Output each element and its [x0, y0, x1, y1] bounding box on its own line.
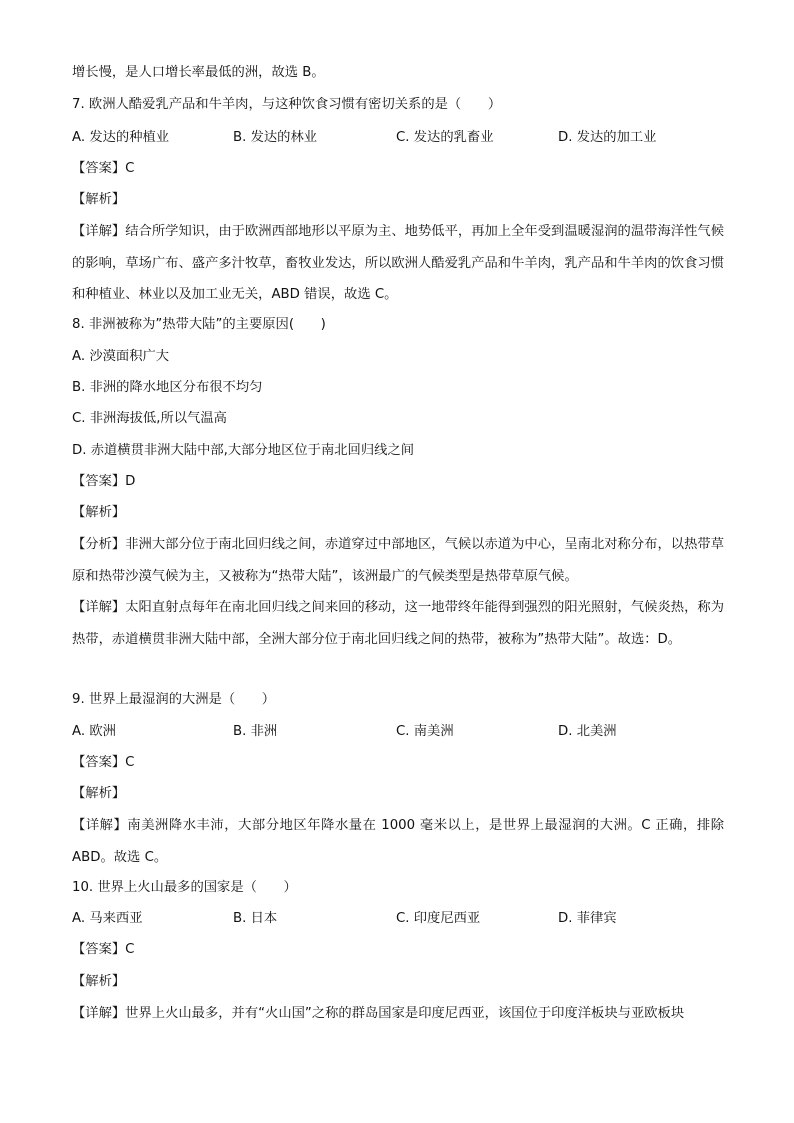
q8-option-a: A. 沙漠面积广大 [72, 349, 170, 364]
q9-stem: 9. 世界上最湿润的大洲是（ ） [72, 692, 276, 707]
q9-option-a: A. 欧洲 [72, 724, 116, 739]
q9-option-d: D. 北美洲 [558, 724, 617, 739]
q9-option-c: C. 南美洲 [396, 724, 454, 739]
q10-analysis-heading: 【解析】 [72, 974, 126, 989]
q9-analysis-heading: 【解析】 [72, 786, 126, 801]
q8-option-d: D. 赤道横贯非洲大陆中部,大部分地区位于南北回归线之间 [72, 443, 415, 458]
q10-options [72, 909, 724, 929]
q8-fenxi: 【分析】非洲大部分位于南北回归线之间，赤道穿过中部地区，气候以赤道为中心，呈南北对称分布，以热带草原和热带沙漠气候为主，又被称为“热带大陆”，该洲最广的气候类型是热带草原气候。 [72, 537, 724, 584]
q10-option-a: A. 马来西亚 [72, 911, 143, 926]
q8-option-c: C. 非洲海拔低,所以气温高 [72, 411, 227, 426]
q7-option-a: A. 发达的种植业 [72, 130, 170, 145]
q9-answer: 【答案】C [72, 755, 135, 770]
q9-options [72, 722, 724, 742]
q7-analysis-heading: 【解析】 [72, 192, 126, 207]
q7-option-d: D. 发达的加工业 [558, 130, 657, 145]
q8-detail: 【详解】太阳直射点每年在南北回归线之间来回的移动，这一地带终年能得到强烈的阳光照射，气候炎热，称为热带，赤道横贯非洲大陆中部，全洲大部分位于南北回归线之间的热带，被称为”热带大陆”。故选：D。 [72, 600, 724, 647]
q7-detail: 【详解】结合所学知识，由于欧洲西部地形以平原为主、地势低平，再加上全年受到温暖湿润的温带海洋性气候的影响，草场广布、盛产多汁牧草，畜牧业发达，所以欧洲人酷爱乳产品和牛羊肉，乳产品和牛羊肉的饮食习惯和种植业、林业以及加工业无关，ABD 错误，故选 C。 [72, 224, 724, 302]
q7-stem: 7. 欧洲人酷爱乳产品和牛羊肉，与这种饮食习惯有密切关系的是（ ） [72, 97, 502, 112]
q8-stem: 8. 非洲被称为”热带大陆”的主要原因( ) [72, 317, 326, 332]
q7-option-c: C. 发达的乳畜业 [396, 130, 494, 145]
q9-option-b: B. 非洲 [233, 724, 278, 739]
q7-options [72, 128, 724, 148]
q10-stem: 10. 世界上火山最多的国家是（ ） [72, 880, 297, 895]
q8-analysis-heading: 【解析】 [72, 505, 126, 520]
q9-detail: 【详解】南美洲降水丰沛，大部分地区年降水量在 1000 毫米以上，是世界上最湿润的大洲。C 正确，排除 ABD。故选 C。 [72, 818, 724, 865]
q10-detail: 【详解】世界上火山最多，并有“火山国”之称的群岛国家是印度尼西亚，该国位于印度洋板块与亚欧板块 [72, 1006, 685, 1021]
q7-option-b: B. 发达的林业 [233, 130, 318, 145]
q10-option-d: D. 菲律宾 [558, 911, 617, 926]
intro-text: 增长慢，是人口增长率最低的洲，故选 B。 [72, 65, 325, 80]
q10-answer: 【答案】C [72, 942, 135, 957]
q8-option-b: B. 非洲的降水地区分布很不均匀 [72, 380, 263, 395]
q8-answer: 【答案】D [72, 474, 136, 489]
q10-option-b: B. 日本 [233, 911, 278, 926]
q7-answer: 【答案】C [72, 161, 135, 176]
q10-option-c: C. 印度尼西亚 [396, 911, 481, 926]
